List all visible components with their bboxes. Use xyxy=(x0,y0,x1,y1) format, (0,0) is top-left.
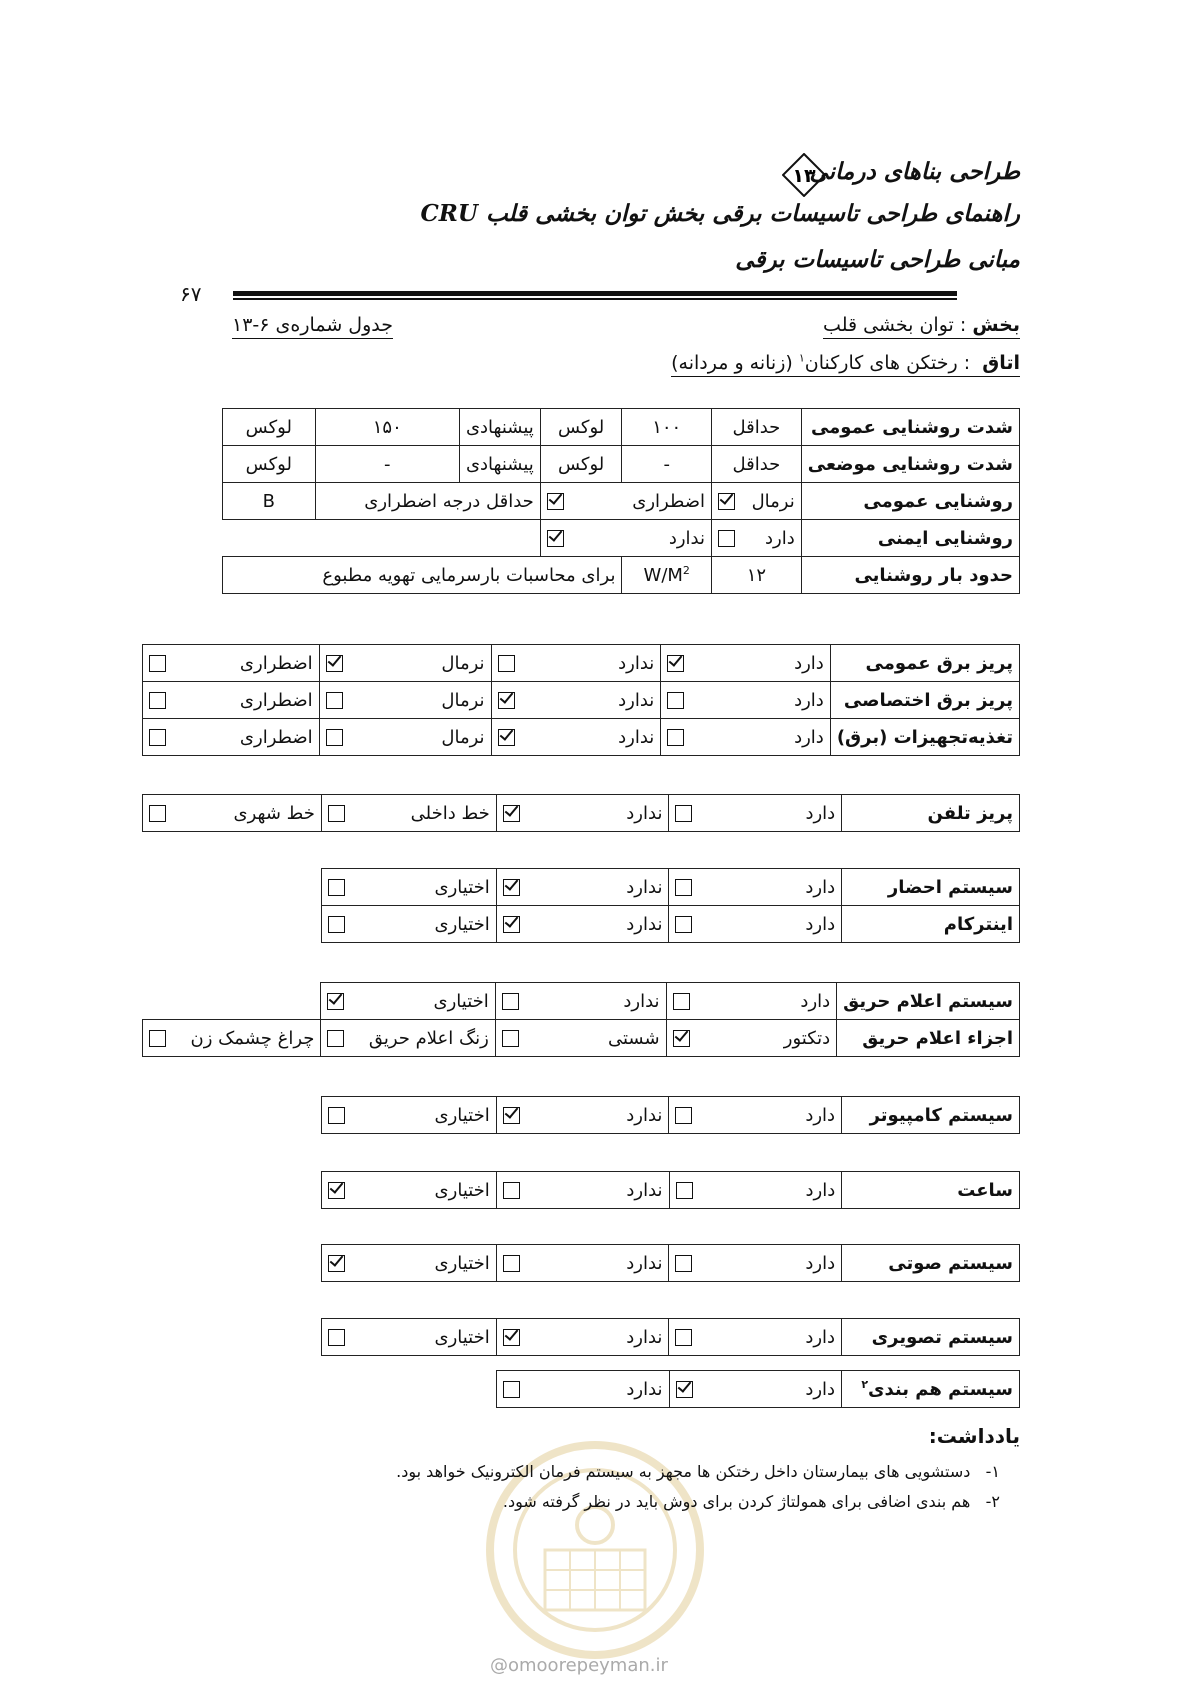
checkbox-checked[interactable] xyxy=(503,879,520,896)
header-rule-thick xyxy=(233,291,957,296)
checkbox-checked[interactable] xyxy=(547,530,564,547)
checkbox-unchecked[interactable] xyxy=(673,993,690,1010)
checkbox-unchecked[interactable] xyxy=(675,879,692,896)
clock-table xyxy=(321,1171,1020,1209)
checkbox-unchecked[interactable] xyxy=(667,692,684,709)
room-line: اتاق : رختکن های کارکنان$^۱$ (زنانه و مردانه) xyxy=(671,352,1020,374)
checkbox-checked[interactable] xyxy=(503,805,520,822)
power-table xyxy=(142,644,1020,756)
table-row: حدود بار روشنایی ۱۲ $W/M^2$ برای محاسبات بارسرمایی تهویه مطبوع xyxy=(223,557,1020,594)
table-row: ساعت دارد ندارد اختیاری xyxy=(322,1172,1020,1209)
audio-table xyxy=(321,1244,1020,1282)
checkbox-checked[interactable] xyxy=(503,1107,520,1124)
header-line-2: راهنمای طراحی تاسیسات برقی بخش توان بخشی قلب CRU xyxy=(420,200,1020,227)
checkbox-checked[interactable] xyxy=(328,1182,345,1199)
checkbox-unchecked[interactable] xyxy=(676,1182,693,1199)
checkbox-unchecked[interactable] xyxy=(503,1182,520,1199)
table-row: پریز برق عمومی دارد ندارد نرمال اضطراری xyxy=(143,645,1020,682)
phone-table xyxy=(142,794,1020,832)
checkbox-checked[interactable] xyxy=(503,1329,520,1346)
checkbox-unchecked[interactable] xyxy=(328,1329,345,1346)
checkbox-unchecked[interactable] xyxy=(502,1030,519,1047)
checkbox-unchecked[interactable] xyxy=(667,729,684,746)
checkbox-unchecked[interactable] xyxy=(328,805,345,822)
checkbox-unchecked[interactable] xyxy=(149,692,166,709)
checkbox-unchecked[interactable] xyxy=(498,655,515,672)
checkbox-checked[interactable] xyxy=(673,1030,690,1047)
checkbox-unchecked[interactable] xyxy=(675,916,692,933)
checkbox-unchecked[interactable] xyxy=(675,1107,692,1124)
table-row: شدت روشنایی عمومی حداقل ۱۰۰ لوکس پیشنهادی ۱۵۰ لوکس xyxy=(223,409,1020,446)
checkbox-checked[interactable] xyxy=(327,993,344,1010)
table-row: اجزاء اعلام حریق دتکتور شستی زنگ اعلام حریق چراغ چشمک زن xyxy=(143,1020,1020,1057)
checkbox-unchecked[interactable] xyxy=(149,1030,166,1047)
checkbox-unchecked[interactable] xyxy=(149,729,166,746)
checkbox-checked[interactable] xyxy=(503,916,520,933)
table-row: تغذیه‌تجهیزات (برق) دارد ندارد نرمال اضطراری xyxy=(143,719,1020,756)
checkbox-unchecked[interactable] xyxy=(675,805,692,822)
notes-title: یادداشت: xyxy=(928,1424,1020,1448)
header-line-3: مبانی طراحی تاسیسات برقی xyxy=(735,246,1020,273)
checkbox-unchecked[interactable] xyxy=(328,879,345,896)
header-line-1: طراحی بناهای درمانی xyxy=(809,158,1020,185)
header-rule-thin xyxy=(233,298,957,300)
call-intercom-table xyxy=(321,868,1020,943)
watermark-site: @omoorepeyman.ir xyxy=(490,1655,668,1676)
table-row: روشنایی عمومی نرمال اضطراری حداقل درجه اضطراری B xyxy=(223,483,1020,520)
checkbox-unchecked[interactable] xyxy=(326,729,343,746)
table-row: سیستم کامپیوتر دارد ندارد اختیاری xyxy=(322,1097,1020,1134)
checkbox-checked[interactable] xyxy=(498,692,515,709)
checkbox-checked[interactable] xyxy=(328,1255,345,1272)
note-2: ۲- هم بندی اضافی برای همولتاژ کردن برای دوش باید در نظر گرفته شود. xyxy=(502,1492,1000,1511)
section-line xyxy=(823,314,1020,336)
checkbox-unchecked[interactable] xyxy=(503,1381,520,1398)
checkbox-checked[interactable] xyxy=(326,655,343,672)
section-label: بخش xyxy=(972,314,1020,336)
checkbox-unchecked[interactable] xyxy=(675,1255,692,1272)
table-row: سیستم تصویری دارد ندارد اختیاری xyxy=(322,1319,1020,1356)
checkbox-unchecked[interactable] xyxy=(326,692,343,709)
chapter-number: ۱۳ xyxy=(792,165,816,187)
checkbox-unchecked[interactable] xyxy=(327,1030,344,1047)
fire-alarm-table xyxy=(142,982,1020,1057)
room-label: اتاق xyxy=(982,352,1020,375)
checkbox-unchecked[interactable] xyxy=(328,916,345,933)
bonding-table xyxy=(496,1370,1020,1408)
table-row: شدت روشنایی موضعی حداقل - لوکس پیشنهادی - لوکس xyxy=(223,446,1020,483)
checkbox-checked[interactable] xyxy=(498,729,515,746)
video-table xyxy=(321,1318,1020,1356)
checkbox-unchecked[interactable] xyxy=(675,1329,692,1346)
checkbox-checked[interactable] xyxy=(676,1381,693,1398)
checkbox-unchecked[interactable] xyxy=(718,530,735,547)
table-row: پریز تلفن دارد ندارد خط داخلی خط شهری xyxy=(143,795,1020,832)
table-row: پریز برق اختصاصی دارد ندارد نرمال اضطراری xyxy=(143,682,1020,719)
checkbox-checked[interactable] xyxy=(718,493,735,510)
table-row: سیستم اعلام حریق دارد ندارد اختیاری xyxy=(143,983,1020,1020)
checkbox-unchecked[interactable] xyxy=(503,1255,520,1272)
section-value: : توان بخشی قلب xyxy=(823,314,967,336)
table-row: سیستم هم بندی$^۲$ دارد ندارد xyxy=(497,1371,1020,1408)
checkbox-checked[interactable] xyxy=(547,493,564,510)
chapter-number-diamond xyxy=(782,153,826,197)
table-row: روشنایی ایمنی دارد ندارد xyxy=(223,520,1020,557)
checkbox-unchecked[interactable] xyxy=(502,993,519,1010)
lighting-table xyxy=(222,408,1020,594)
table-row: سیستم صوتی دارد ندارد اختیاری xyxy=(322,1245,1020,1282)
table-row: اینترکام دارد ندارد اختیاری xyxy=(322,906,1020,943)
checkbox-unchecked[interactable] xyxy=(149,805,166,822)
note-1: ۱- دستشویی های بیمارستان داخل رختکن ها مجهز به سیستم فرمان الکترونیک خواهد بود. xyxy=(396,1462,1000,1481)
table-number: جدول شماره‌ی ۶-۱۳ xyxy=(232,314,393,336)
table-row: سیستم احضار دارد ندارد اختیاری xyxy=(322,869,1020,906)
checkbox-unchecked[interactable] xyxy=(149,655,166,672)
computer-table xyxy=(321,1096,1020,1134)
room-value: : رختکن های کارکنان xyxy=(804,352,971,375)
page-number: ۶۷ xyxy=(180,282,202,306)
checkbox-unchecked[interactable] xyxy=(328,1107,345,1124)
checkbox-checked[interactable] xyxy=(667,655,684,672)
